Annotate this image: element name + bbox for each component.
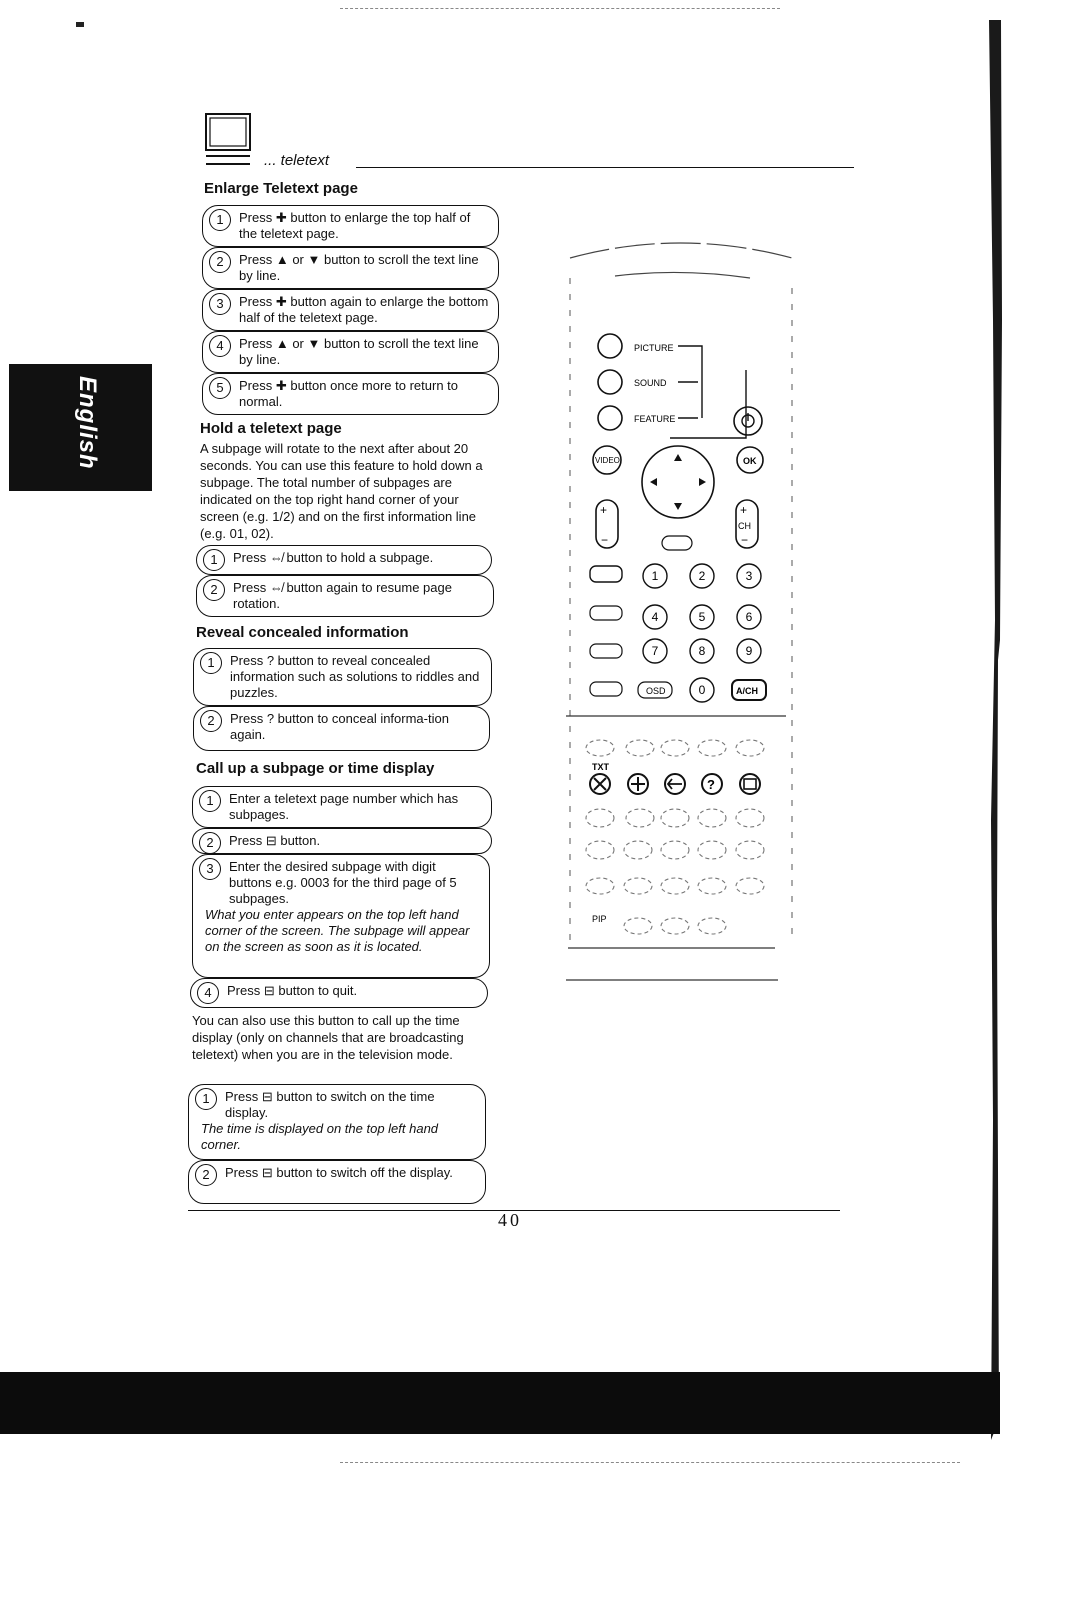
step-text: Press ⊟ button to quit.: [227, 983, 358, 998]
step-number: 5: [209, 377, 231, 399]
step-number: 3: [199, 858, 221, 880]
step-box: [202, 373, 499, 415]
step-box: [192, 828, 492, 854]
step-box: [188, 1160, 486, 1204]
step-number: 1: [199, 790, 221, 812]
step-text: Press ⊟ button.: [229, 833, 321, 848]
svg-text:?: ?: [707, 777, 715, 792]
step-number: 4: [197, 982, 219, 1004]
step-number: 2: [209, 251, 231, 273]
step-box: [196, 575, 494, 617]
picture-label: PICTURE: [634, 343, 674, 353]
step-text: Press ⇎ button again to resume page rotation.: [233, 580, 452, 611]
step-text: Press ⇎ button to hold a subpage.: [233, 550, 434, 565]
header-rule: [356, 167, 854, 168]
step-number: 2: [195, 1164, 217, 1186]
corner-mark: [76, 22, 84, 27]
digit-5: 5: [698, 610, 706, 624]
section-title: Enlarge Teletext page: [204, 180, 358, 197]
sound-label: SOUND: [634, 378, 667, 388]
step-box: [202, 247, 499, 289]
step-text: Press ▲ or ▼ button to scroll the text line by line.: [239, 336, 479, 367]
ach-label: A/CH: [736, 686, 758, 696]
digit-4: 4: [651, 610, 659, 624]
scan-dash-line: [340, 1462, 960, 1464]
remote-control-illustration: [560, 238, 800, 988]
ok-label: OK: [743, 456, 757, 466]
txt-label: TXT: [592, 762, 609, 772]
step-number: 1: [203, 549, 225, 571]
vol-plus: +: [600, 503, 608, 517]
scan-dash-line: [340, 8, 780, 10]
step-number: 1: [209, 209, 231, 231]
step-box: [188, 1084, 486, 1160]
step-number: 1: [200, 652, 222, 674]
step-text: Press ✚ button once more to return to normal.: [239, 378, 459, 409]
video-label: VIDEO: [595, 456, 620, 465]
tv-icon: [203, 112, 255, 170]
step-number: 1: [195, 1088, 217, 1110]
step-box: [202, 331, 499, 373]
section-title: Call up a subpage or time display: [196, 760, 435, 777]
ch-plus: +: [740, 503, 748, 517]
step-text: Press ? button to conceal informa-tion again.: [230, 711, 449, 742]
page-number: 40: [498, 1210, 522, 1230]
digit-0: 0: [698, 683, 706, 697]
step-text: Press ? button to reveal concealed information such as solutions to riddles and puzzles.: [230, 653, 480, 700]
step-text: Press ▲ or ▼ button to scroll the text line by line.: [239, 252, 479, 283]
digit-3: 3: [745, 569, 753, 583]
step-box: [193, 648, 492, 706]
language-label: English: [74, 376, 101, 470]
step-text: Press ⊟ button to switch on the time display.: [225, 1089, 435, 1120]
digit-8: 8: [698, 644, 706, 658]
step-number: 2: [199, 832, 221, 854]
step-box: [193, 706, 490, 751]
digit-1: 1: [651, 569, 659, 583]
ch-minus: −: [741, 533, 749, 547]
step-number: 3: [209, 293, 231, 315]
vol-minus: −: [601, 533, 609, 547]
digit-7: 7: [651, 644, 659, 658]
digit-2: 2: [698, 569, 706, 583]
section-title: Reveal concealed information: [196, 624, 409, 641]
section-intro: A subpage will rotate to the next after about 20 seconds. You can use this feature to hold down a subpage. The total number of subpages are indicated on the top right hand corner of your screen (e.g. 1/2) and on the first information line (e.g. 01, 02).: [200, 441, 483, 541]
osd-label: OSD: [646, 686, 666, 696]
header-title: ... teletext: [264, 152, 330, 169]
language-tab: [9, 364, 152, 491]
step-note: What you enter appears on the top left hand corner of the screen. The subpage will appear on the screen as soon as it is located.: [205, 907, 470, 954]
step-box: [196, 545, 492, 575]
digit-6: 6: [745, 610, 753, 624]
step-text: Enter the desired subpage with digit buttons e.g. 0003 for the third page of 5 subpages.: [229, 859, 457, 906]
step-text: Press ⊟ button to switch off the display.: [225, 1165, 453, 1180]
step-number: 4: [209, 335, 231, 357]
digit-9: 9: [745, 644, 753, 658]
step-number: 2: [203, 579, 225, 601]
step-text: Enter a teletext page number which has subpages.: [229, 791, 459, 822]
pip-label: PIP: [592, 914, 607, 924]
step-note: The time is displayed on the top left hand corner.: [201, 1121, 439, 1152]
step-box: [202, 205, 499, 247]
section-outro: You can also use this button to call up the time display (only on channels that are broadcasting teletext) when you are in the television mode.: [192, 1013, 464, 1062]
scan-band: [0, 1372, 1000, 1434]
step-box: [202, 289, 499, 331]
section-title: Hold a teletext page: [200, 420, 342, 437]
step-box: [192, 854, 490, 978]
step-box: [190, 978, 488, 1008]
step-number: 2: [200, 710, 222, 732]
ch-label: CH: [738, 521, 751, 531]
step-text: Press ✚ button to enlarge the top half of the teletext page.: [239, 210, 471, 241]
feature-label: FEATURE: [634, 414, 676, 424]
step-text: Press ✚ button again to enlarge the bottom half of the teletext page.: [239, 294, 489, 325]
step-box: [192, 786, 492, 828]
page-edge-scan-mark: [985, 20, 1003, 1440]
